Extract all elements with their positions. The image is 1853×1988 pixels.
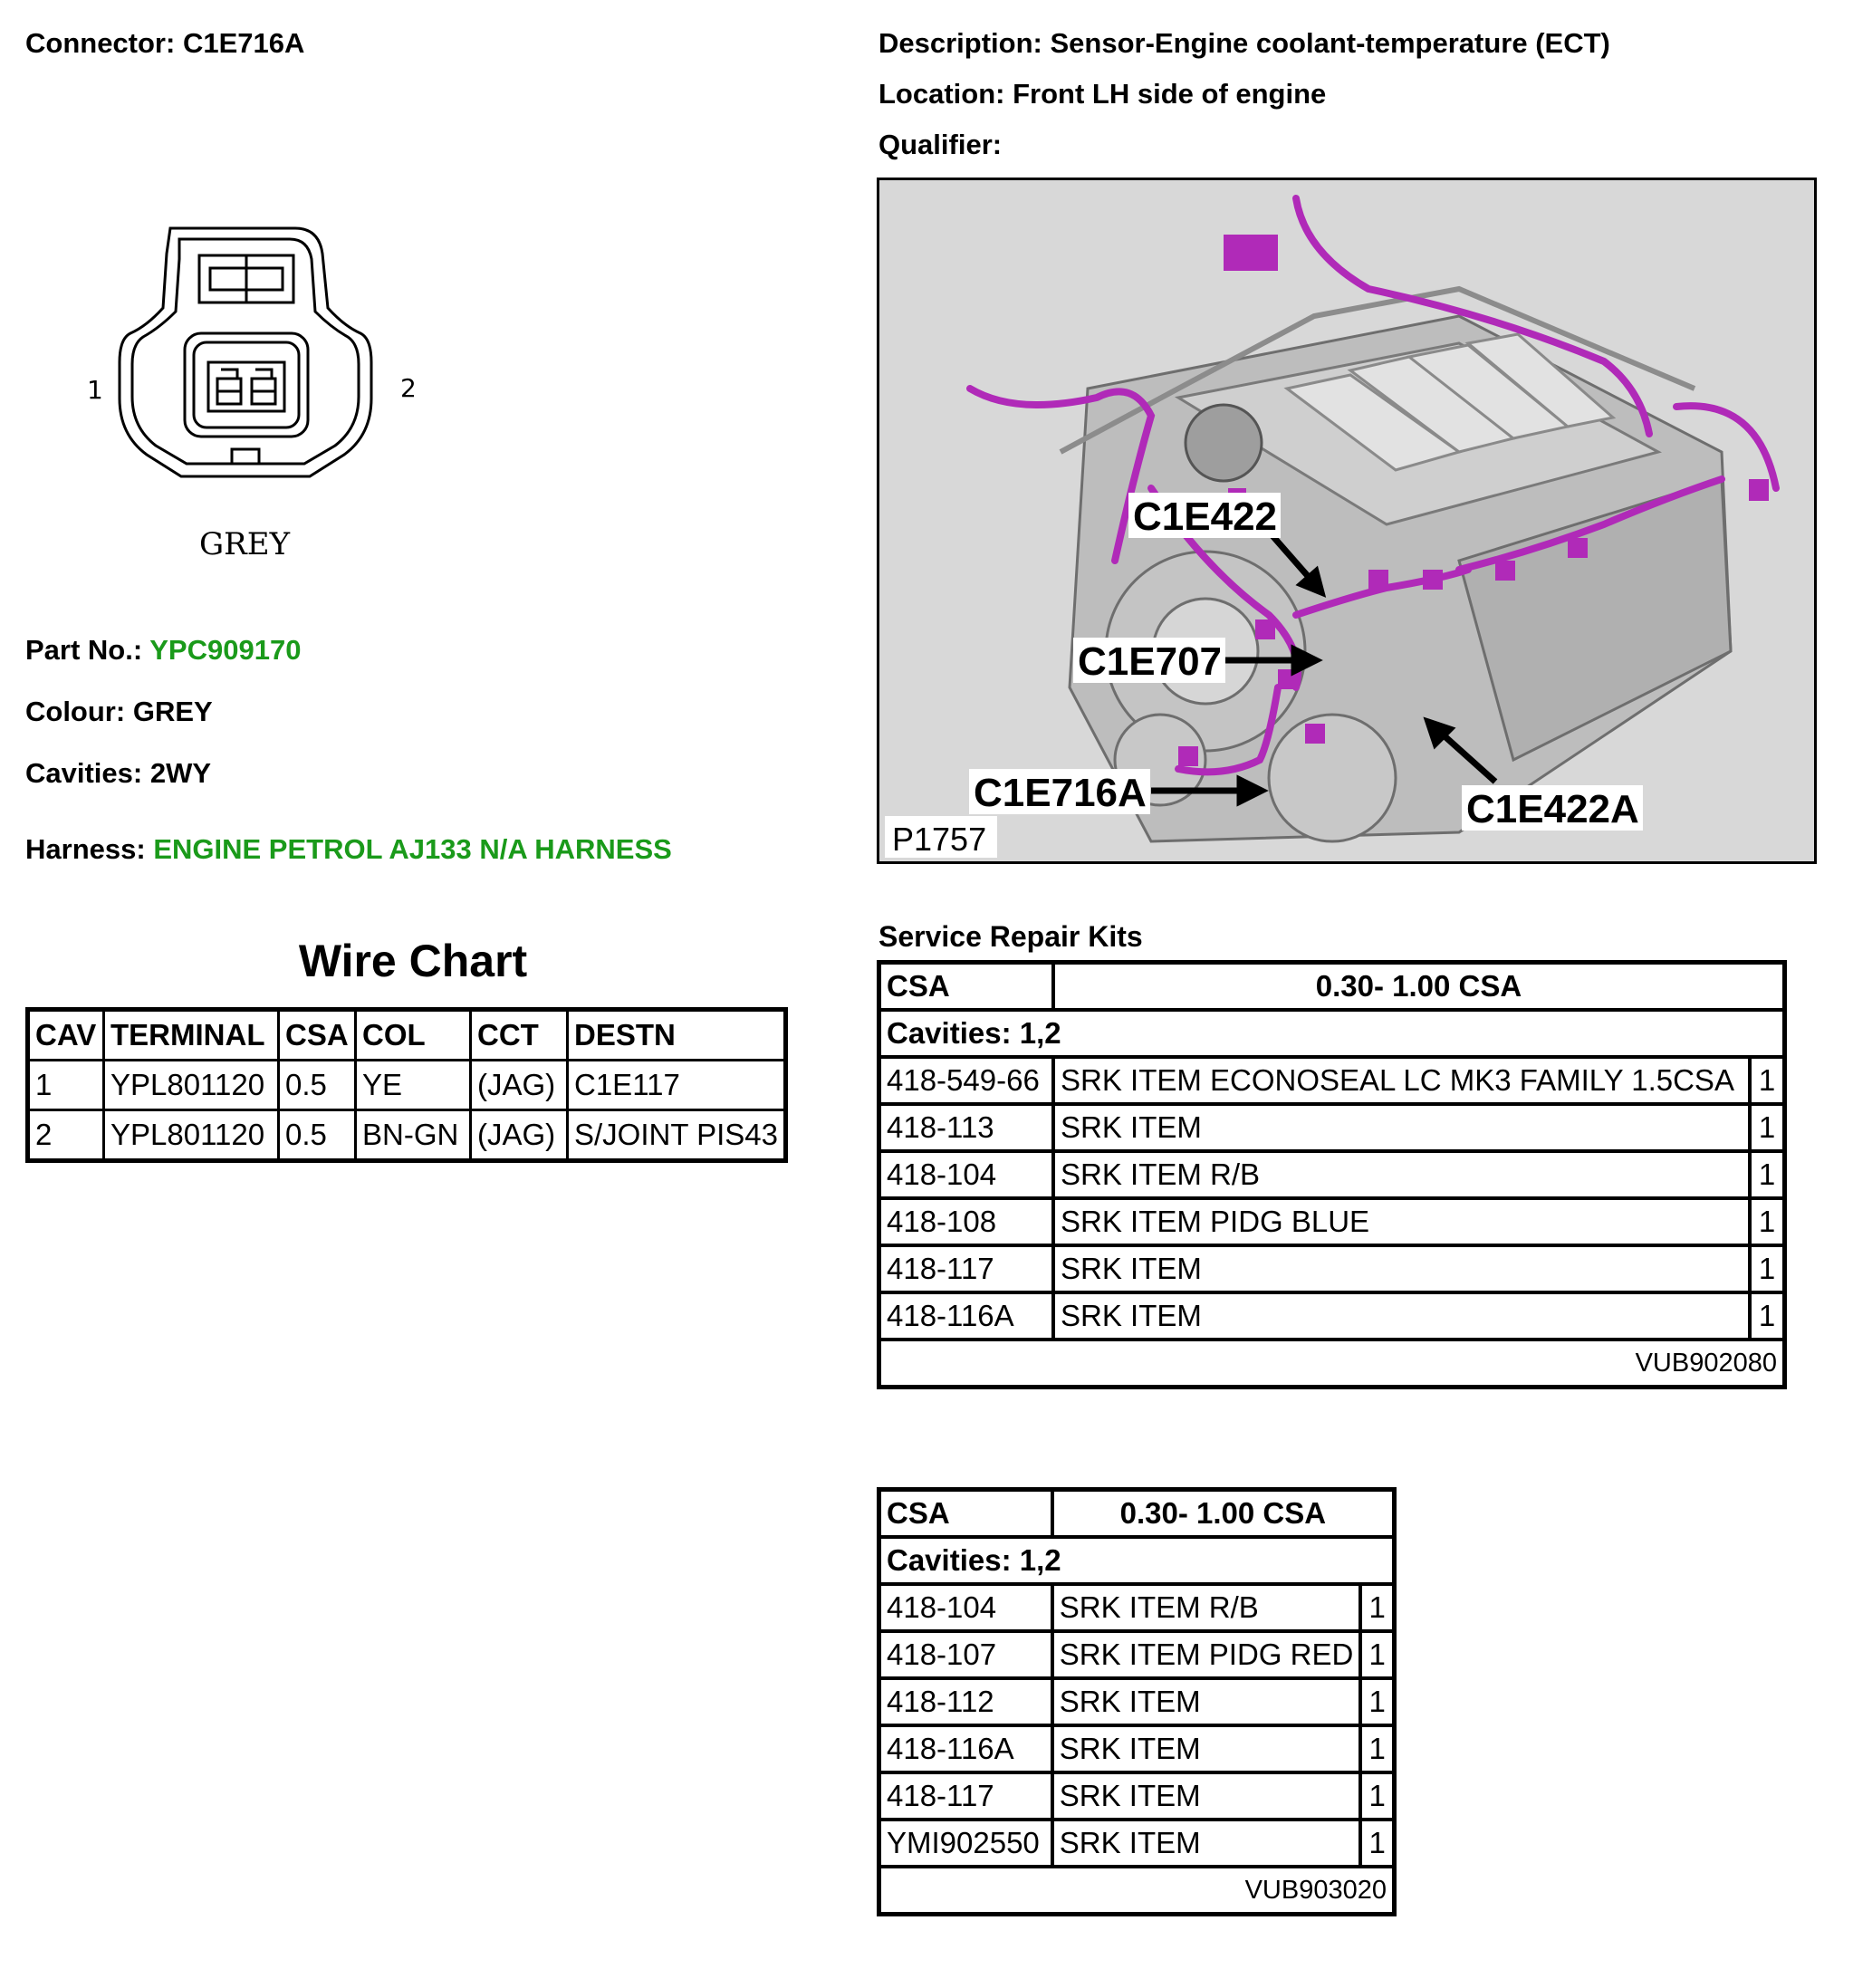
description-label: Description: bbox=[878, 27, 1042, 59]
table-row bbox=[879, 1678, 1395, 1725]
colour-label: Colour: bbox=[25, 696, 126, 727]
srk-part: 418-104 bbox=[879, 1151, 1054, 1198]
csa-label: CSA bbox=[879, 963, 1054, 1011]
srk-desc: SRK ITEM bbox=[1052, 1772, 1361, 1820]
cell-col: YE bbox=[356, 1061, 471, 1110]
srk-qty: 1 bbox=[1750, 1245, 1785, 1292]
srk-desc: SRK ITEM PIDG BLUE bbox=[1053, 1198, 1750, 1245]
table-row bbox=[879, 1245, 1785, 1292]
col-cct: CCT bbox=[471, 1010, 568, 1061]
srk-part: 418-112 bbox=[879, 1678, 1052, 1725]
cell-col: BN-GN bbox=[356, 1110, 471, 1161]
srk-table-1 bbox=[877, 960, 1787, 1389]
cell-cav: 2 bbox=[28, 1110, 104, 1161]
srk-cavities: Cavities: 1,2 bbox=[879, 1010, 1785, 1057]
cell-destn: S/JOINT PIS43 bbox=[568, 1110, 786, 1161]
srk-cavities-row bbox=[879, 1537, 1395, 1584]
connector-face-drawing bbox=[72, 217, 453, 580]
srk-qty: 1 bbox=[1750, 1198, 1785, 1245]
connector-value: C1E716A bbox=[182, 27, 305, 59]
table-row bbox=[879, 1104, 1785, 1151]
srk-part: 418-117 bbox=[879, 1772, 1052, 1820]
srk-qty: 1 bbox=[1360, 1725, 1394, 1772]
cell-cct: (JAG) bbox=[471, 1061, 568, 1110]
srk-part: 418-549-66 bbox=[879, 1057, 1054, 1104]
cell-cav: 1 bbox=[28, 1061, 104, 1110]
connector-heading bbox=[25, 27, 304, 60]
table-row bbox=[28, 1061, 786, 1110]
srk-part: 418-116A bbox=[879, 1725, 1052, 1772]
srk-desc: SRK ITEM bbox=[1052, 1820, 1361, 1867]
part-no-row bbox=[25, 634, 301, 667]
wire-chart-header-row bbox=[28, 1010, 786, 1061]
table-row bbox=[879, 1198, 1785, 1245]
engine-block bbox=[1061, 289, 1731, 841]
srk-part: 418-117 bbox=[879, 1245, 1054, 1292]
srk-kit-code: VUB902080 bbox=[879, 1340, 1785, 1388]
table-row bbox=[879, 1057, 1785, 1104]
srk-desc: SRK ITEM bbox=[1052, 1725, 1361, 1772]
col-cav: CAV bbox=[28, 1010, 104, 1061]
srk-header-row bbox=[879, 1490, 1395, 1538]
srk-part: 418-104 bbox=[879, 1584, 1052, 1631]
table-row bbox=[879, 1292, 1785, 1340]
part-no-link[interactable]: YPC909170 bbox=[149, 634, 302, 666]
cell-terminal: YPL801120 bbox=[104, 1061, 279, 1110]
srk-desc: SRK ITEM bbox=[1052, 1678, 1361, 1725]
col-destn: DESTN bbox=[568, 1010, 786, 1061]
cell-terminal: YPL801120 bbox=[104, 1110, 279, 1161]
csa-range: 0.30- 1.00 CSA bbox=[1052, 1490, 1395, 1538]
description-value: Sensor-Engine coolant-temperature (ECT) bbox=[1050, 27, 1610, 59]
srk-qty: 1 bbox=[1750, 1292, 1785, 1340]
srk-kit-code-row bbox=[879, 1867, 1395, 1915]
srk-desc: SRK ITEM bbox=[1053, 1245, 1750, 1292]
harness-link[interactable]: ENGINE PETROL AJ133 N/A HARNESS bbox=[153, 833, 672, 865]
table-row bbox=[879, 1631, 1395, 1678]
pin-1-label: 1 bbox=[87, 375, 103, 405]
qualifier-heading bbox=[878, 129, 1002, 161]
srk-desc: SRK ITEM bbox=[1053, 1292, 1750, 1340]
qualifier-label: Qualifier: bbox=[878, 129, 1003, 160]
cell-cct: (JAG) bbox=[471, 1110, 568, 1161]
table-row bbox=[879, 1151, 1785, 1198]
srk-qty: 1 bbox=[1750, 1151, 1785, 1198]
callout-c1e707: C1E707 bbox=[1078, 639, 1223, 684]
srk-qty: 1 bbox=[1750, 1104, 1785, 1151]
connector-colour-caption: GREY bbox=[198, 526, 291, 562]
colour-row bbox=[25, 696, 213, 728]
srk-part: 418-108 bbox=[879, 1198, 1054, 1245]
srk-table-2 bbox=[877, 1487, 1397, 1916]
srk-header-row bbox=[879, 963, 1785, 1011]
srk-part: YMI902550 bbox=[879, 1820, 1052, 1867]
part-no-label: Part No.: bbox=[25, 634, 143, 666]
srk-kit-code: VUB903020 bbox=[879, 1867, 1395, 1915]
table-row bbox=[879, 1772, 1395, 1820]
srk-desc: SRK ITEM R/B bbox=[1053, 1151, 1750, 1198]
cell-csa: 0.5 bbox=[279, 1110, 356, 1161]
wire-chart-table bbox=[25, 1007, 788, 1163]
harness-label: Harness: bbox=[25, 833, 146, 865]
connector-label: Connector: bbox=[25, 27, 176, 59]
table-row bbox=[28, 1110, 786, 1161]
pin-2-label: 2 bbox=[400, 373, 417, 403]
cell-destn: C1E117 bbox=[568, 1061, 786, 1110]
col-csa: CSA bbox=[279, 1010, 356, 1061]
location-label: Location: bbox=[878, 78, 1005, 110]
table-row bbox=[879, 1725, 1395, 1772]
table-row bbox=[879, 1820, 1395, 1867]
wire-chart-title: Wire Chart bbox=[298, 936, 528, 986]
callout-c1e422: C1E422 bbox=[1133, 495, 1278, 539]
csa-range: 0.30- 1.00 CSA bbox=[1053, 963, 1785, 1011]
srk-desc: SRK ITEM ECONOSEAL LC MK3 FAMILY 1.5CSA bbox=[1053, 1057, 1750, 1104]
col-terminal: TERMINAL bbox=[104, 1010, 279, 1061]
service-repair-title: Service Repair Kits bbox=[878, 920, 1143, 953]
engine-illustration bbox=[879, 180, 1814, 861]
cavities-label: Cavities: bbox=[25, 757, 143, 789]
col-col: COL bbox=[356, 1010, 471, 1061]
connector-face-svg bbox=[72, 217, 453, 580]
location-heading bbox=[878, 78, 1326, 110]
cell-csa: 0.5 bbox=[279, 1061, 356, 1110]
srk-qty: 1 bbox=[1360, 1584, 1394, 1631]
srk-qty: 1 bbox=[1360, 1631, 1394, 1678]
srk-cavities: Cavities: 1,2 bbox=[879, 1537, 1395, 1584]
csa-label: CSA bbox=[879, 1490, 1052, 1538]
srk-part: 418-113 bbox=[879, 1104, 1054, 1151]
colour-value: GREY bbox=[132, 696, 213, 727]
srk-qty: 1 bbox=[1750, 1057, 1785, 1104]
callout-c1e422a: C1E422A bbox=[1466, 787, 1639, 831]
cavities-value: 2WY bbox=[149, 757, 212, 789]
harness-row bbox=[25, 833, 672, 866]
engine-location-image bbox=[877, 178, 1817, 864]
table-row bbox=[879, 1584, 1395, 1631]
srk-kit-code-row bbox=[879, 1340, 1785, 1388]
description-heading bbox=[878, 27, 1610, 60]
srk-desc: SRK ITEM R/B bbox=[1052, 1584, 1361, 1631]
cavities-row bbox=[25, 757, 211, 790]
srk-cavities-row bbox=[879, 1010, 1785, 1057]
srk-desc: SRK ITEM bbox=[1053, 1104, 1750, 1151]
srk-qty: 1 bbox=[1360, 1678, 1394, 1725]
callout-c1e716a: C1E716A bbox=[974, 771, 1147, 815]
srk-desc: SRK ITEM PIDG RED bbox=[1052, 1631, 1361, 1678]
image-reference: P1757 bbox=[892, 821, 987, 858]
srk-part: 418-107 bbox=[879, 1631, 1052, 1678]
srk-part: 418-116A bbox=[879, 1292, 1054, 1340]
srk-qty: 1 bbox=[1360, 1820, 1394, 1867]
srk-qty: 1 bbox=[1360, 1772, 1394, 1820]
location-value: Front LH side of engine bbox=[1013, 78, 1327, 110]
